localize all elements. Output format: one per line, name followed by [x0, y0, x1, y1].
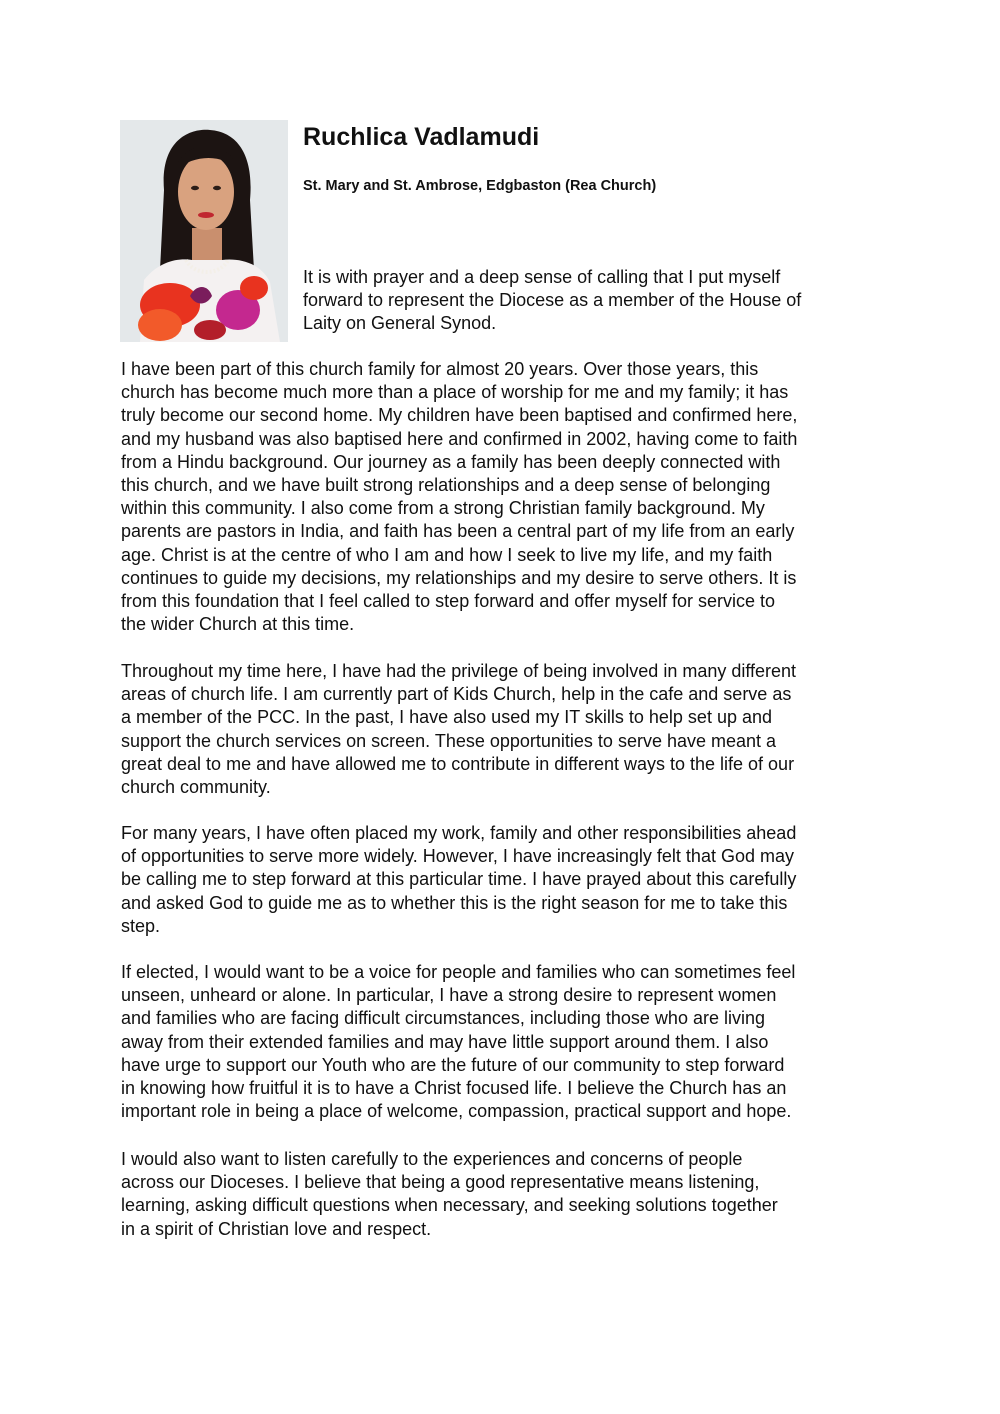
text-line: church community. — [121, 777, 271, 798]
text-line: be calling me to step forward at this particular time. I have prayed about this carefully — [121, 869, 797, 890]
text-line: and asked God to guide me as to whether this is the right season for me to take this — [121, 892, 788, 913]
text-line: unseen, unheard or alone. In particular, I have a strong desire to represent women — [121, 985, 777, 1006]
text-line: learning, asking difficult questions when necessary, and seeking solutions together — [121, 1195, 778, 1216]
text-line: church has become much more than a place of worship for me and my family; it has — [121, 382, 789, 403]
text-line: forward to represent the Diocese as a member of the House of — [303, 290, 802, 311]
text-line: continues to guide my decisions, my relationships and my desire to serve others. It is — [121, 567, 797, 588]
text-line: For many years, I have often placed my work, family and other responsibilities ahead — [121, 823, 797, 843]
text-line: truly become our second home. My children have been baptised and confirmed here, — [121, 405, 798, 426]
intro-paragraph — [303, 266, 903, 336]
text-line: Throughout my time here, I have had the privilege of being involved in many different — [121, 661, 797, 681]
text-line: this church, and we have built strong relationships and a deep sense of belonging — [121, 475, 771, 496]
text-line: away from their extended families and may have little support around them. I also — [121, 1031, 769, 1052]
candidate-parish: St. Mary and St. Ambrose, Edgbaston (Rea Church) — [303, 178, 657, 194]
text-line: a member of the PCC. In the past, I have also used my IT skills to help set up and — [121, 707, 772, 728]
text-line: important role in being a place of welcome, compassion, practical support and hope. — [121, 1101, 792, 1122]
paragraph-involvement — [121, 660, 891, 799]
text-line: of opportunities to serve more widely. However, I have increasingly felt that God may — [121, 846, 794, 867]
text-line: areas of church life. I am currently part of Kids Church, help in the cafe and serve as — [121, 684, 792, 705]
portrait-illustration — [120, 120, 288, 342]
text-line: If elected, I would want to be a voice for people and families who can sometimes feel — [121, 962, 796, 982]
text-line: in a spirit of Christian love and respect. — [121, 1218, 432, 1239]
paragraph-if-elected — [121, 961, 891, 1123]
text-line: Laity on General Synod. — [303, 313, 497, 334]
text-line: It is with prayer and a deep sense of calling that I put myself — [303, 267, 781, 287]
text-line: age. Christ is at the centre of who I am and how I seek to live my life, and my faith — [121, 544, 773, 565]
text-line: I have been part of this church family for almost 20 years. Over those years, this — [121, 359, 759, 379]
paragraph-listening — [121, 1148, 891, 1241]
candidate-photo — [120, 120, 288, 342]
text-line: from this foundation that I feel called to step forward and offer myself for service to — [121, 591, 775, 612]
text-line: the wider Church at this time. — [121, 614, 355, 635]
candidate-name: Ruchlica Vadlamudi — [303, 123, 540, 151]
text-line: parents are pastors in India, and faith has been a central part of my life from an early — [121, 521, 795, 542]
text-line: and my husband was also baptised here and confirmed in 2002, having come to faith — [121, 428, 798, 449]
text-line: step. — [121, 915, 161, 936]
text-line: within this community. I also come from a strong Christian family background. My — [121, 498, 765, 519]
paragraph-church-family — [121, 358, 891, 636]
text-line: I would also want to listen carefully to the experiences and concerns of people — [121, 1149, 743, 1169]
text-line: in knowing how fruitful it is to have a Christ focused life. I believe the Church has an — [121, 1078, 787, 1099]
text-line: and families who are facing difficult circumstances, including those who are living — [121, 1008, 765, 1029]
paragraph-calling — [121, 822, 891, 938]
text-line: great deal to me and have allowed me to contribute in different ways to the life of our — [121, 753, 795, 774]
text-line: from a Hindu background. Our journey as a family has been deeply connected with — [121, 451, 781, 472]
text-line: have urge to support our Youth who are the future of our community to step forward — [121, 1054, 785, 1075]
text-line: support the church services on screen. These opportunities to serve have meant a — [121, 730, 777, 751]
text-line: across our Dioceses. I believe that being a good representative means listening, — [121, 1172, 760, 1193]
